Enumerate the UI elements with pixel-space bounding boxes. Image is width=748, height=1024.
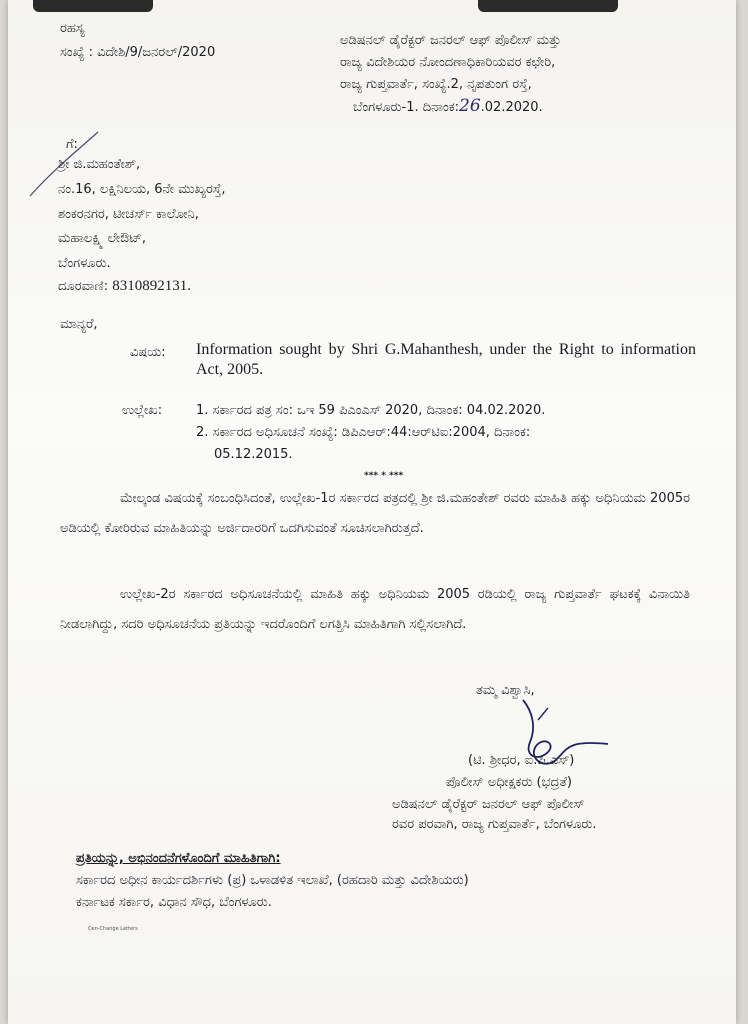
subject-text: Information sought by Shri G.Mahanthesh, under the Right to information Act, 2005. — [196, 341, 696, 378]
subject-label: ವಿಷಯ: — [130, 345, 166, 360]
reference-item-1: 1. ಸರ್ಕಾರದ ಪತ್ರ ಸಂ: ಒಇ 59 ಪಿಎಂಎಸ್ 2020, ದಿನಾಂಕ: 04.02.2020. — [196, 403, 546, 418]
signatory-line-3: ಅಡಿಷನಲ್ ಡೈರೆಕ್ಟರ್ ಜನರಲ್ ಆಫ್ ಪೊಲೀಸ್ — [392, 797, 585, 812]
copy-to-heading: ಪ್ರತಿಯನ್ನು, ಅಭಿನಂದನೆಗಳೊಂದಿಗೆ ಮಾಹಿತಿಗಾಗಿ: — [76, 851, 281, 866]
footer-small-text: Cen-Change Letters — [88, 926, 138, 932]
addressee-line-2: ನಂ.16, ಲಕ್ಷಿನಿಲಯ, 6ನೇ ಮುಖ್ಯರಸ್ತೆ, — [58, 182, 226, 197]
date-day-handwritten: 26 — [459, 96, 481, 116]
date-suffix: .02.2020. — [480, 100, 543, 115]
separator-stars: *** * *** — [364, 471, 404, 481]
phone-label: ದೂರವಾಣಿ: — [58, 279, 109, 294]
salutation: ಮಾನ್ಯರೆ, — [60, 317, 98, 332]
body-paragraph-1: ಮೇಲ್ಕಂಡ ವಿಷಯಕ್ಕೆ ಸಂಬಂಧಿಸಿದಂತೆ, ಉಲ್ಲೇಖ-1ರ ಸರ್ಕಾರದ ಪತ್ರದಲ್ಲಿ ಶ್ರೀ ಜಿ.ಮಹಂತೇಶ್ ರವರು ಮಾಹಿತಿ ಹಕ್ಕು ಅಧಿನಿಯಮ 2005ರ ಅಡಿಯಲ್ಲಿ ಕೋರಿರುವ ಮಾಹಿತಿಯನ್ನು ಅರ್ಜಿದಾರರಿಗೆ ಒದಗಿಸುವಂತೆ ಸೂಚಿಸಲಾಗಿರುತ್ತದೆ. — [60, 491, 690, 536]
addressee-line-5: ಬೆಂಗಳೂರು. — [58, 256, 111, 271]
body-paragraph-2: ಉಲ್ಲೇಖ-2ರ ಸರ್ಕಾರದ ಅಧಿಸೂಚನೆಯಲ್ಲಿ ಮಾಹಿತಿ ಹಕ್ಕು ಅಧಿನಿಯಮ 2005 ರಡಿಯಲ್ಲಿ ರಾಜ್ಯ ಗುಪ್ತವಾರ್ತೆ ಘಟಕಕ್ಕೆ ವಿನಾಯಿತಿ ನೀಡಲಾಗಿದ್ದು, ಸದರಿ ಅಧಿಸೂಚನೆಯ ಪ್ರತಿಯನ್ನು ಇದರೊಂದಿಗೆ ಲಗತ್ತಿಸಿ ಮಾಹಿತಿಗಾಗಿ ಸಲ್ಲಿಸಲಾಗಿದೆ. — [60, 587, 690, 632]
reference-number: ಸಂಖ್ಯೆ : ವಿದೇಶಿ/9/ಜನರಲ್/2020 — [60, 45, 216, 60]
date-prefix: ಬೆಂಗಳೂರು-1. ದಿನಾಂಕ: — [353, 100, 459, 115]
signatory-name: (ಟಿ. ಶ್ರೀಧರ, ಐ.ಪಿ.ಎಸ್) — [468, 753, 575, 768]
reference-item-2-date: 05.12.2015. — [214, 447, 293, 462]
copy-to-line-2: ಕರ್ನಾಟಕ ಸರ್ಕಾರ, ವಿಧಾನ ಸೌಧ, ಬೆಂಗಳೂರು. — [76, 895, 272, 910]
office-line-1: ಅಡಿಷನಲ್ ಡೈರೆಕ್ಟರ್ ಜನರಲ್ ಆಫ್ ಪೊಲೀಸ್ ಮತ್ತು — [340, 33, 562, 48]
references-label: ಉಲ್ಲೇಖ: — [122, 403, 163, 418]
reference-item-2: 2. ಸರ್ಕಾರದ ಅಧಿಸೂಚನೆ ಸಂಖ್ಯೆ: ಡಿಪಿಎಆರ್:44:ಆರ್‌ಟಿಐ:2004, ದಿನಾಂಕ: — [196, 425, 531, 440]
signature-mark — [8, 0, 736, 1024]
confidential-label: ರಹಸ್ಯ — [60, 21, 85, 36]
office-line-2: ರಾಜ್ಯ ವಿದೇಶಿಯರ ನೋಂದಣಾಧಿಕಾರಿಯವರ ಕಛೇರಿ, — [340, 55, 556, 70]
addressee-line-3: ಶಂಕರನಗರ, ಟೀಚರ್ಸ್ ಕಾಲೋನಿ, — [58, 207, 199, 222]
addressee-line-4: ಮಹಾಲಕ್ಷ್ಮಿ ಲೇಔಟ್, — [58, 231, 146, 246]
closing-line: ತಮ್ಮ ವಿಶ್ವಾಸಿ, — [476, 683, 535, 698]
office-line-3: ರಾಜ್ಯ ಗುಪ್ತವಾರ್ತೆ, ಸಂಖ್ಯೆ.2, ನೃಪತುಂಗ ರಸ್ತೆ, — [340, 77, 532, 92]
to-label: ಗೆ: — [66, 137, 78, 152]
letter-page — [8, 0, 736, 1024]
signatory-designation: ಪೊಲೀಸ್ ಅಧೀಕ್ಷಕರು (ಭದ್ರತೆ) — [446, 775, 572, 790]
phone-number: 8310892131. — [112, 278, 191, 294]
addressee-line-1: ಶ್ರೀ ಜಿ.ಮಹಂತೇಶ್, — [58, 157, 141, 172]
signatory-line-4: ರವರ ಪರವಾಗಿ, ರಾಜ್ಯ ಗುಪ್ತವಾರ್ತೆ, ಬೆಂಗಳೂರು. — [392, 817, 597, 832]
copy-to-line-1: ಸರ್ಕಾರದ ಅಧೀನ ಕಾರ್ಯದರ್ಶಿಗಳು (ಪ್ರ) ಒಳಾಡಳಿತ ಇಲಾಖೆ, (ರಹದಾರಿ ಮತ್ತು ವಿದೇಶಿಯರು) — [76, 873, 469, 888]
